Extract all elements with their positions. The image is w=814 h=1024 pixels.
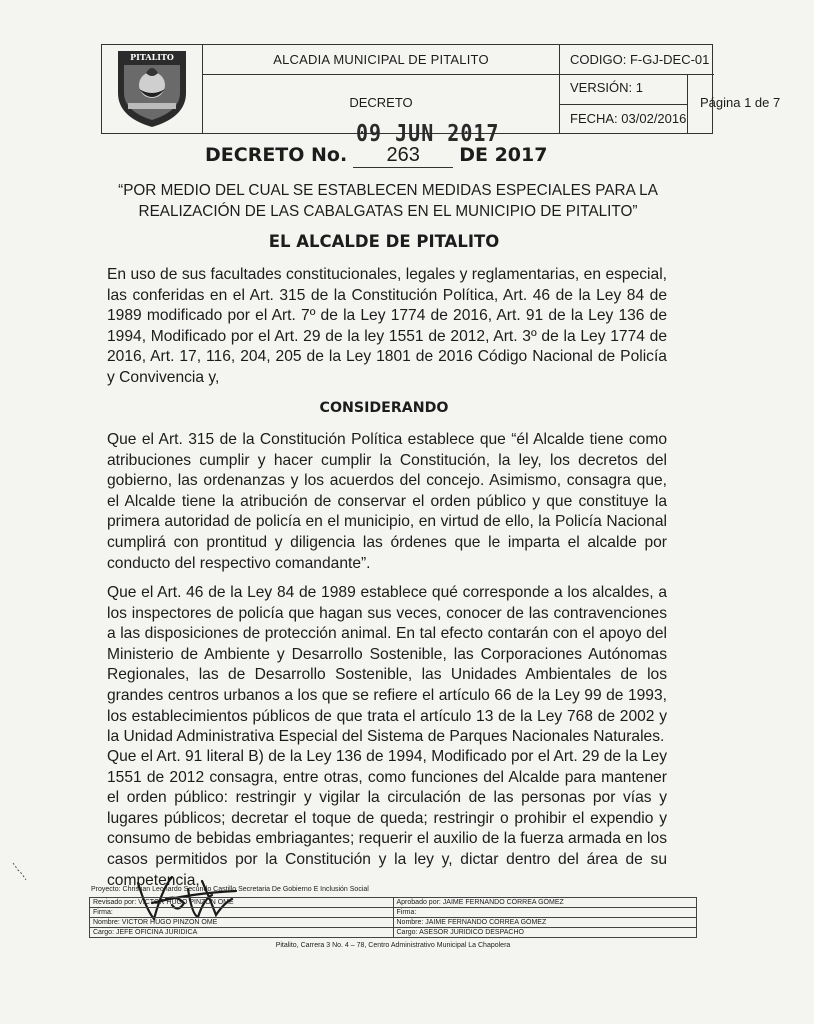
approval-footer	[89, 885, 697, 950]
approver-name: Nombre: JAIME FERNANDO CORREA GÓMEZ	[393, 918, 697, 928]
reviewer-role: Cargo: JEFE OFICINA JURIDICA	[90, 928, 394, 938]
decree-number: 263	[353, 144, 453, 168]
date-stamp: 09 JUN 2017	[356, 119, 500, 147]
intro-paragraph: En uso de sus facultades constitucionales, legales y reglamentarias, en especial, las conferidas en el Art. 315 de la Constitución Política, Art. 46 de la Ley 84 de 1989 modificado por el Art. 7º de la Ley 1774 de 2016, Art. 91 de la Ley 136 de 1994, Modificado por el Art. 29 de la ley 1551 de 2012, Art. 3º de la Ley 1774 de 2016, Art. 17, 116, 204, 205 de la Ley 1801 de 2016 Código Nacional de Policía y Convivencia y,	[107, 266, 667, 386]
approver-signature: Firma:	[393, 908, 697, 918]
decree-prefix: DECRETO No.	[205, 144, 348, 166]
reviewer-signature: Firma:	[90, 908, 394, 918]
approved-by: Aprobado por: JAIME FERNANDO CORREA GÓMEZ	[393, 898, 697, 908]
considerando-paragraph: Que el Art. 315 de la Constitución Política establece que “él Alcalde tiene como atribuciones cumplir y hacer cumplir la Constitución, la ley, los decretos del gobierno, las ordenanzas y los acuerdos del concejo. Asimismo, consagra que, el Alcalde tiene la atribución de conservar el orden público y que constituye la primera autoridad de policía en el municipio, en virtud de ello, la Policía Nacional cumplirá con prontitud y diligencia las órdenes que le imparta el alcalde por conducto del respectivo comandante”.	[107, 431, 667, 572]
approver-role: Cargo: ASESOR JURIDICO DESPACHO	[393, 928, 697, 938]
table-row	[90, 918, 697, 928]
logo-wordmark: PITALITO	[130, 52, 174, 62]
margin-mark	[10, 860, 30, 884]
document-code: CODIGO: F-GJ-DEC-01	[560, 45, 714, 75]
document-date: FECHA: 03/02/2016	[560, 105, 688, 133]
heading-alcalde: EL ALCALDE DE PITALITO	[268, 232, 500, 251]
pitalito-shield-logo	[114, 49, 190, 129]
decree-subject: “POR MEDIO DEL CUAL SE ESTABLECEN MEDIDAS ESPECIALES PARA LA REALIZACIÓN DE LAS CABALGATAS EN EL MUNICIPIO DE PITALITO”	[118, 182, 658, 220]
prepared-by: Proyecto: Christian Leonardo Secundo Castillo Secretaria De Gobierno E Inclusión Social	[91, 886, 369, 893]
reviewed-by: Revisado por: VICTOR HUGO PINZON OME	[90, 898, 394, 908]
institution-name: ALCADIA MUNICIPAL DE PITALITO	[203, 45, 560, 75]
table-row	[90, 898, 697, 908]
document-version: VERSIÓN: 1	[560, 75, 688, 105]
decree-title	[205, 144, 565, 168]
heading-considerando: CONSIDERANDO	[319, 400, 449, 416]
decree-year: DE 2017	[459, 144, 548, 166]
considerando-paragraph: Que el Art. 91 literal B) de la Ley 136 de 1994, Modificado por el Art. 29 de la Ley 1551 de 2012 consagra, entre otras, como funciones del Alcalde para mantener el orden público: restringir y vigilar la circulación de las personas por vías y lugares públicos; decretar el toque de queda; restringir o prohibir el expendio y consumo de bebidas embriagantes; requerir el auxilio de la fuerza armada en los casos permitidos por la Constitución y la ley y, dictar dentro del área de su competencia,	[107, 748, 667, 889]
logo-cell	[102, 45, 203, 133]
reviewer-name: Nombre: VICTOR HUGO PINZON OME	[90, 918, 394, 928]
approval-table	[89, 897, 697, 938]
table-row	[90, 908, 697, 918]
document-type: DECRETO	[203, 75, 560, 133]
table-row	[90, 928, 697, 938]
considerando-paragraph: Que el Art. 46 de la Ley 84 de 1989 establece qué corresponde a los alcaldes, a los inspectores de policía que hagan sus veces, conocer de las contravenciones a las disposiciones de protección animal. En tal efecto contarán con el apoyo del Ministerio de Ambiente y Desarrollo Sostenible, las Corporaciones Autónomas Regionales, las de Desarrollo Sostenible, las Unidades Ambientales de los grandes centros urbanos a los que se refiere el artículo 66 de la Ley 99 de 1993, los establecimientos públicos de que trata el artículo 13 de la Ley 768 de 2002 y la Unidad Administrativa Especial del Sistema de Parques Nacionales Naturales.	[107, 584, 667, 746]
footer-address: Pitalito, Carrera 3 No. 4 – 78, Centro Administrativo Municipal La Chapolera	[275, 942, 511, 949]
page-number: Página 1 de 7	[700, 95, 781, 110]
